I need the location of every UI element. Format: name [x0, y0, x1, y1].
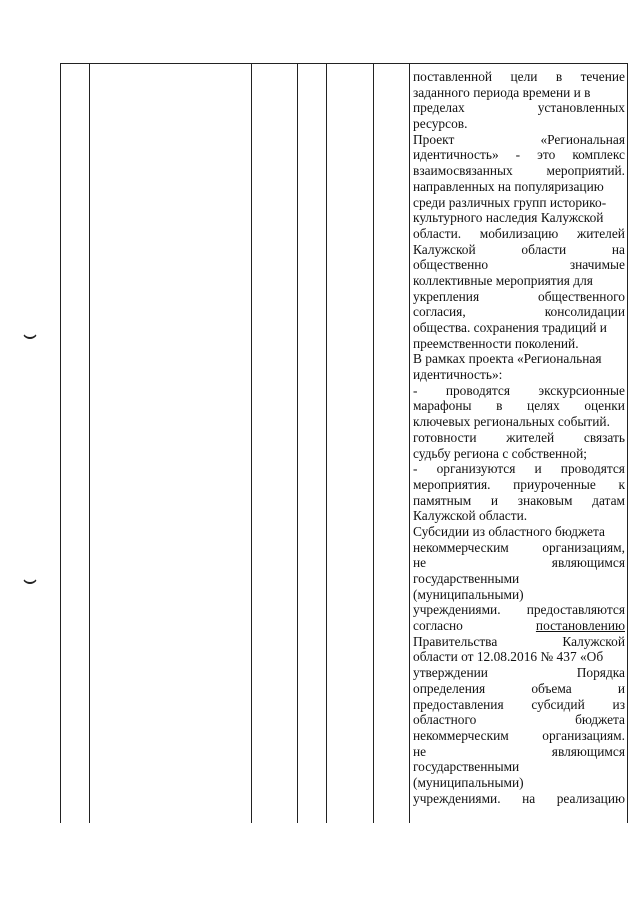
text-word: консолидации	[544, 304, 625, 320]
text-line	[413, 759, 625, 775]
text-line	[413, 195, 625, 211]
text-line	[413, 147, 625, 163]
text-line	[413, 602, 625, 618]
text-line	[413, 540, 625, 556]
text-line	[413, 744, 625, 760]
text-line	[413, 132, 625, 148]
text-word: судьбу региона с собственной;	[413, 445, 587, 461]
text-word: -	[413, 461, 418, 477]
text-line	[413, 69, 625, 85]
text-line	[413, 116, 625, 132]
text-line	[413, 665, 625, 681]
text-word: жителей	[506, 429, 555, 445]
table-top-border	[60, 63, 628, 64]
text-word: ключевых региональных событий.	[413, 414, 610, 430]
text-word: мобилизацию	[479, 225, 559, 241]
text-line	[413, 524, 625, 540]
text-word: утверждении	[413, 665, 488, 681]
text-line	[413, 367, 625, 383]
text-line	[413, 571, 625, 587]
text-word: памятным	[413, 492, 472, 508]
text-word: государственными	[413, 571, 520, 586]
text-word: пределах	[413, 100, 465, 116]
text-line	[413, 791, 625, 807]
text-word: области	[521, 241, 567, 257]
text-word: постановлению	[535, 618, 625, 634]
text-word: значимые	[569, 257, 625, 273]
text-word: В рамках проекта «Региональная	[413, 351, 602, 367]
text-word: -	[413, 382, 418, 398]
text-word: Порядка	[576, 665, 625, 681]
text-word: Правительства	[413, 633, 498, 649]
text-line	[413, 477, 625, 493]
text-line	[413, 618, 625, 634]
text-word: организуются	[436, 461, 516, 477]
text-word: цели	[510, 69, 538, 84]
text-line	[413, 85, 625, 101]
text-word: учреждениями.	[413, 602, 501, 618]
binding-hole-mark-bottom	[22, 574, 38, 584]
column-border-8	[627, 63, 628, 823]
text-line	[413, 461, 625, 477]
text-word: (муниципальными)	[413, 774, 524, 790]
text-word: предоставления	[413, 696, 504, 712]
text-word: преемственности поколений.	[413, 335, 579, 351]
text-word: на	[522, 790, 536, 806]
text-word: общественно	[413, 257, 489, 273]
text-word: являющимся	[551, 555, 625, 571]
text-line	[413, 430, 625, 446]
text-word: в	[496, 398, 503, 414]
text-word: являющимся	[551, 743, 625, 759]
column-border-5	[326, 63, 327, 823]
text-word: жителей	[576, 225, 625, 241]
text-line	[413, 508, 625, 524]
text-word: субсидий	[531, 696, 585, 712]
text-word: ресурсов.	[413, 116, 468, 132]
text-word: марафоны	[413, 398, 472, 414]
text-line	[413, 210, 625, 226]
text-word: предоставляются	[526, 602, 625, 618]
text-line	[413, 587, 625, 603]
text-word: некоммерческим	[413, 539, 509, 555]
text-word: установленных	[537, 100, 625, 116]
text-word: общественного	[538, 288, 625, 304]
text-line	[413, 555, 625, 571]
text-line	[413, 398, 625, 414]
text-word: идентичность»	[413, 147, 499, 163]
text-word: и	[490, 492, 499, 508]
text-word: учреждениями.	[413, 790, 501, 806]
column-border-3	[251, 63, 252, 823]
text-word: взаимосвязанных	[413, 163, 513, 179]
text-word: области от 12.08.2016 № 437 «Об	[413, 649, 604, 665]
text-word: мероприятия.	[413, 476, 491, 492]
text-word: Калужской области.	[413, 508, 528, 524]
text-word: организациям.	[542, 727, 625, 743]
text-word: некоммерческим	[413, 727, 509, 743]
text-word: среди различных групп историко-	[413, 194, 607, 210]
text-line	[413, 226, 625, 242]
text-word: идентичность»:	[413, 367, 503, 383]
text-word: мероприятий.	[546, 163, 625, 179]
text-word: к	[618, 476, 625, 492]
text-line	[413, 697, 625, 713]
description-cell-text	[413, 69, 625, 806]
text-word: областного	[413, 712, 477, 728]
text-word: «Региональная	[540, 131, 625, 147]
text-line	[413, 257, 625, 273]
text-line	[413, 634, 625, 650]
text-word: заданного периода времени и в	[413, 84, 591, 100]
text-line	[413, 383, 625, 399]
text-word: государственными	[413, 759, 520, 775]
text-word: согласно	[413, 618, 463, 634]
text-word: поставленной	[413, 69, 493, 84]
text-word: реализацию	[556, 790, 625, 806]
text-line	[413, 351, 625, 367]
text-word: области.	[413, 225, 462, 241]
text-line	[413, 681, 625, 697]
text-word: (муниципальными)	[413, 586, 524, 602]
text-word: согласия,	[413, 304, 466, 320]
text-word: приуроченные	[513, 476, 596, 492]
text-word: готовности	[413, 429, 477, 445]
text-word: течение	[580, 69, 625, 84]
text-word: Калужской	[413, 241, 476, 257]
text-word: организациям,	[542, 539, 625, 555]
column-border-7	[409, 63, 410, 823]
text-line	[413, 493, 625, 509]
text-word: в	[555, 69, 563, 84]
text-word: это	[537, 147, 556, 163]
text-word: объема	[531, 680, 572, 696]
text-word: проводятся	[445, 382, 510, 398]
text-word: определения	[413, 680, 486, 696]
text-line	[413, 100, 625, 116]
text-word: датам	[592, 492, 625, 508]
text-word: направленных на популяризацию	[413, 178, 604, 194]
text-word: экскурсионные	[538, 382, 625, 398]
text-line	[413, 242, 625, 258]
binding-hole-mark-top	[22, 329, 38, 339]
text-word: и	[534, 461, 542, 477]
text-word: целях	[527, 398, 560, 414]
text-word: укрепления	[413, 288, 480, 304]
text-word: на	[611, 241, 625, 257]
text-word: проводятся	[560, 461, 625, 477]
column-border-6	[373, 63, 374, 823]
text-word: бюджета	[575, 712, 625, 728]
text-word: Калужской	[562, 633, 625, 649]
text-line	[413, 163, 625, 179]
text-line	[413, 304, 625, 320]
text-line	[413, 775, 625, 791]
text-line	[413, 712, 625, 728]
column-border-2	[89, 63, 90, 823]
text-word: не	[413, 743, 427, 759]
text-word: коллективные мероприятия для	[413, 272, 593, 288]
text-word: оценки	[584, 398, 625, 414]
text-word: Проект	[413, 131, 455, 147]
column-border-4	[297, 63, 298, 823]
text-word: связать	[583, 429, 625, 445]
text-line	[413, 728, 625, 744]
text-line	[413, 320, 625, 336]
text-word: -	[515, 147, 521, 163]
text-word: знаковым	[517, 492, 573, 508]
text-line	[413, 336, 625, 352]
text-line	[413, 289, 625, 305]
text-word: общества. сохранения традиций и	[413, 320, 607, 335]
text-word: и	[617, 680, 625, 696]
text-word: Субсидии из областного бюджета	[413, 523, 605, 539]
text-line	[413, 273, 625, 289]
column-border-1	[60, 63, 61, 823]
text-word: комплекс	[572, 147, 625, 163]
text-line	[413, 179, 625, 195]
text-line	[413, 649, 625, 665]
text-line	[413, 446, 625, 462]
text-word: из	[612, 696, 625, 712]
text-word: не	[413, 555, 427, 571]
text-line	[413, 414, 625, 430]
text-word: культурного наследия Калужской	[413, 210, 604, 226]
